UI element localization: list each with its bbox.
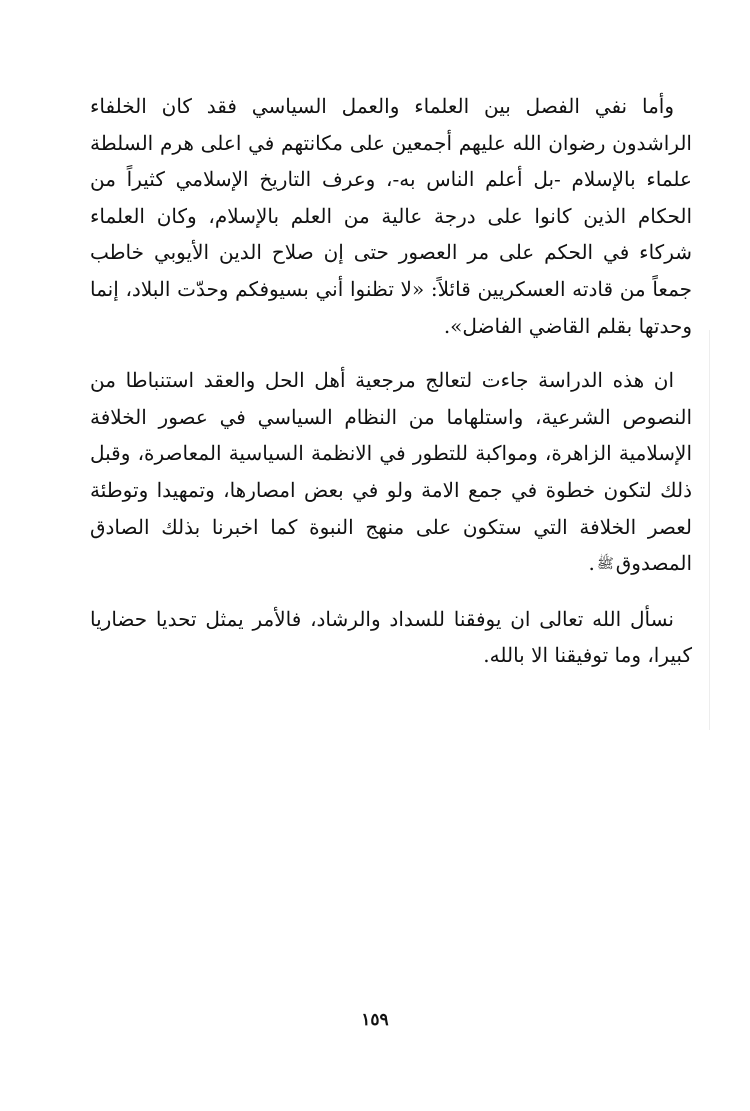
scan-edge-mark bbox=[709, 330, 710, 730]
salawat-honorific: ﷺ bbox=[596, 556, 614, 573]
paragraph-1 bbox=[90, 88, 692, 344]
paragraph-1-text: وأما نفي الفصل بين العلماء والعمل السياسي فقد كان الخلفاء الراشدون رضوان الله عليهم أجمعين على مكانتهم في اعلى هرم السلطة علماء بالإسلام -بل أعلم الناس به-، وعرف التاريخ الإسلامي كثيراً من الحكام الذين كانوا على درجة عالية من العلم بالإسلام، وكان العلماء شركاء في الحكم على مر العصور حتى إن صلاح الدين الأيوبي خاطب جمعاً من قادته العسكريين قائلاً: «لا تظنوا أني بسيوفكم وحدّت البلاد، إنما وحدتها بقلم القاضي الفاضل». bbox=[90, 94, 693, 338]
paragraph-2-suffix: . bbox=[588, 551, 595, 576]
paragraph-3 bbox=[90, 601, 692, 674]
paragraph-2 bbox=[90, 362, 692, 583]
page-body bbox=[90, 88, 692, 674]
paragraph-2-text: ان هذه الدراسة جاءت لتعالج مرجعية أهل الحل والعقد استنباطا من النصوص الشرعية، واستلهاما من النظام السياسي في عصور الخلافة الإسلامية الزاهرة، ومواكبة للتطور في الانظمة السياسية المعاصرة، وقبل ذلك لتكون خطوة في جمع الامة ولو في بعض امصارها، وتمهيدا وتوطئة لعصر الخلافة التي ستكون على منهج النبوة كما اخبرنا بذلك الصادق المصدوق bbox=[90, 368, 693, 576]
page-number: ١٥٩ bbox=[361, 1010, 389, 1030]
paragraph-3-text: نسأل الله تعالى ان يوفقنا للسداد والرشاد، فالأمر يمثل تحديا حضاريا كبيرا، وما توفيقنا الا بالله. bbox=[90, 606, 692, 668]
